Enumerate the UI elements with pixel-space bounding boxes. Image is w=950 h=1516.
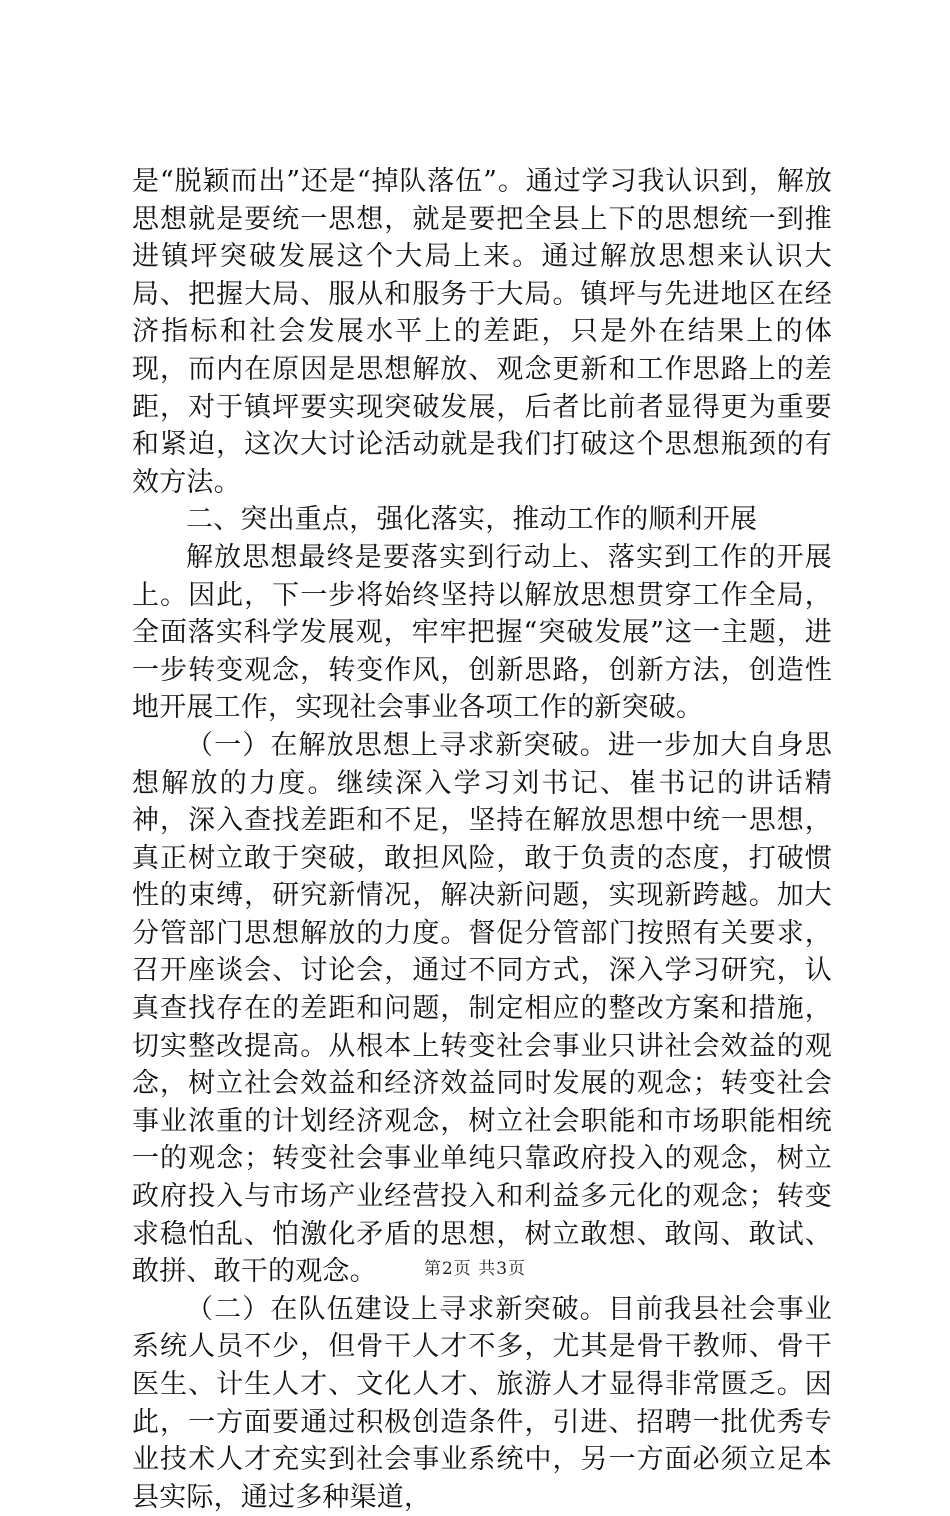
paragraph-subsection-2: （二）在队伍建设上寻求新突破。目前我县社会事业系统人员不少，但骨干人才不多，尤其是骨干教师、骨干医生、计生人才、文化人才、旅游人才显得非常匮乏。因此，一方面要通过积极创造条件，引进、招聘一批优秀专业技术人才充实到社会事业系统中，另一方面必须立足本县实际，通过多种渠道， <box>132 1293 832 1513</box>
paragraph-continuation: 是“脱颖而出”还是“掉队落伍”。通过学习我认识到，解放思想就是要统一思想，就是要把全县上下的思想统一到推进镇坪突破发展这个大局上来。通过解放思想来认识大局、把握大局、服从和服务于大局。镇坪与先进地区在经济指标和社会发展水平上的差距，只是外在结果上的体现，而内在原因是思想解放、观念更新和工作思路上的差距，对于镇坪要实现突破发展，后者比前者显得更为重要和紧迫，这次大讨论活动就是我们打破这个思想瓶颈的有效方法。 <box>132 166 832 498</box>
paragraph-body: 解放思想最终是要落实到行动上、落实到工作的开展上。因此，下一步将始终坚持以解放思想贯穿工作全局，全面落实科学发展观，牢牢把握“突破发展”这一主题，进一步转变观念，转变作风，创新思路，创新方法，创造性地开展工作，实现社会事业各项工作的新突破。 <box>132 541 832 724</box>
document-body <box>132 163 832 1516</box>
page-number-footer: 第2页 共3页 <box>423 1259 527 1279</box>
section-heading: 二、突出重点，强化落实，推动工作的顺利开展 <box>186 504 758 536</box>
paragraph-subsection-1: （一）在解放思想上寻求新突破。进一步加大自身思想解放的力度。继续深入学习刘书记、崔书记的讲话精神，深入查找差距和不足，坚持在解放思想中统一思想，真正树立敢于突破，敢担风险，敢于负责的态度，打破惯性的束缚，研究新情况，解决新问题，实现新跨越。加大分管部门思想解放的力度。督促分管部门按照有关要求，召开座谈会、讨论会，通过不同方式，深入学习研究，认真查找存在的差距和问题，制定相应的整改方案和措施，切实整改提高。从根本上转变社会事业只讲社会效益的观念，树立社会效益和经济效益同时发展的观念；转变社会事业浓重的计划经济观念，树立社会职能和市场职能相统一的观念；转变社会事业单纯只靠政府投入的观念，树立政府投入与市场产业经营投入和利益多元化的观念；转变求稳怕乱、怕激化矛盾的思想，树立敢想、敢闯、敢试、敢拼、敢干的观念。 <box>132 729 832 1288</box>
